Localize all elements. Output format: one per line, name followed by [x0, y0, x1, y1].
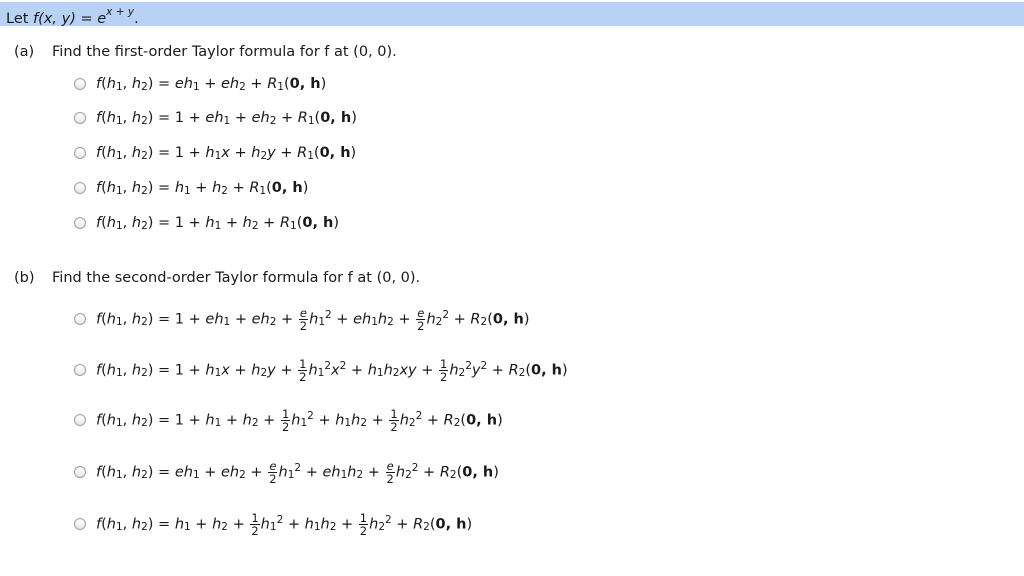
- part-b-option-1[interactable]: [74, 305, 530, 333]
- part-b-tag: (b): [14, 270, 35, 286]
- radio-button[interactable]: [74, 364, 86, 376]
- formula: $f(h_1$, $h_2) = 1 + eh_1 + eh_2$ + $\frac{e}{2}$ $h_1^2 + eh_1h_2$ + $\frac{e}{2}$ $h_2^2 + R_2(0$, h): [96, 305, 530, 333]
- header-func: f(x, y): [33, 10, 76, 27]
- header-base: e: [97, 10, 107, 27]
- part-a-tag: (a): [14, 44, 35, 60]
- radio-button[interactable]: [74, 78, 86, 90]
- radio-button[interactable]: [74, 182, 86, 194]
- header-prefix: Let: [6, 10, 34, 27]
- part-b-title: [14, 270, 420, 286]
- radio-button[interactable]: [74, 112, 86, 124]
- part-b-option-4[interactable]: [74, 458, 499, 486]
- radio-button[interactable]: [74, 466, 86, 478]
- radio-button[interactable]: [74, 217, 86, 229]
- formula: $f(h_1$, $h_2) = h_1 + h_2 + R_1(0$, h): [96, 179, 309, 197]
- radio-button[interactable]: [74, 518, 86, 530]
- part-a-option-4[interactable]: [74, 178, 308, 198]
- header-equals: =: [75, 10, 98, 27]
- part-a-title: [14, 44, 397, 60]
- part-b-option-2[interactable]: [74, 356, 568, 384]
- formula: $f(h_1$, $h_2) = 1 + h_1x + h_2y + R_1(0$, h): [96, 144, 357, 162]
- part-a-question: Find the first-order Taylor formula for f at (0, 0).: [52, 44, 397, 60]
- formula: $f(h_1$, $h_2) = 1 + eh_1 + eh_2 + R_1(0$, h): [96, 109, 357, 127]
- radio-button[interactable]: [74, 414, 86, 426]
- formula: $f(h_1$, $h_2) = 1 + h_1 + h_2 + R_1(0$, h): [96, 214, 340, 232]
- formula: $f(h_1$, $h_2) = 1 + h_1 + h_2$ + $\frac{1}{2}$ $h_1^2 + h_1h_2$ + $\frac{1}{2}$ $h_2^2 + R_2(0$, h): [96, 406, 503, 434]
- formula: $f(h_1$, $h_2) = h_1 + h_2$ + $\frac{1}{2}$ $h_1^2 + h_1h_2$ + $\frac{1}{2}$ $h_2^2 + R_2(0$, h): [96, 510, 473, 538]
- radio-button[interactable]: [74, 147, 86, 159]
- part-a-option-5[interactable]: [74, 213, 339, 233]
- part-b-question: Find the second-order Taylor formula for f at (0, 0).: [52, 270, 421, 286]
- part-a-option-3[interactable]: [74, 143, 356, 163]
- radio-button[interactable]: [74, 313, 86, 325]
- formula: $f(h_1$, $h_2) = eh_1 + eh_2$ + $\frac{e}{2}$ $h_1^2 + eh_1h_2$ + $\frac{e}{2}$ $h_2^2 + R_2(0$, h): [96, 458, 499, 486]
- header-exponent: x + y: [106, 6, 135, 18]
- part-b-option-5[interactable]: [74, 510, 473, 538]
- part-a-option-2[interactable]: [74, 108, 357, 128]
- formula: $f(h_1$, $h_2) = eh_1 + eh_2 + R_1(0$, h): [96, 75, 327, 93]
- formula: $f(h_1$, $h_2) = 1 + h_1x + h_2y$ + $\frac{1}{2}$ $h_1^2x^2 + h_1h_2xy$ + $\frac{1}{2}$ $h_2^2y^2 + R_2(0$, h): [96, 356, 568, 384]
- problem-header: [0, 2, 1024, 26]
- part-b-option-3[interactable]: [74, 406, 503, 434]
- part-a-option-1[interactable]: [74, 74, 326, 94]
- header-period: .: [134, 10, 139, 27]
